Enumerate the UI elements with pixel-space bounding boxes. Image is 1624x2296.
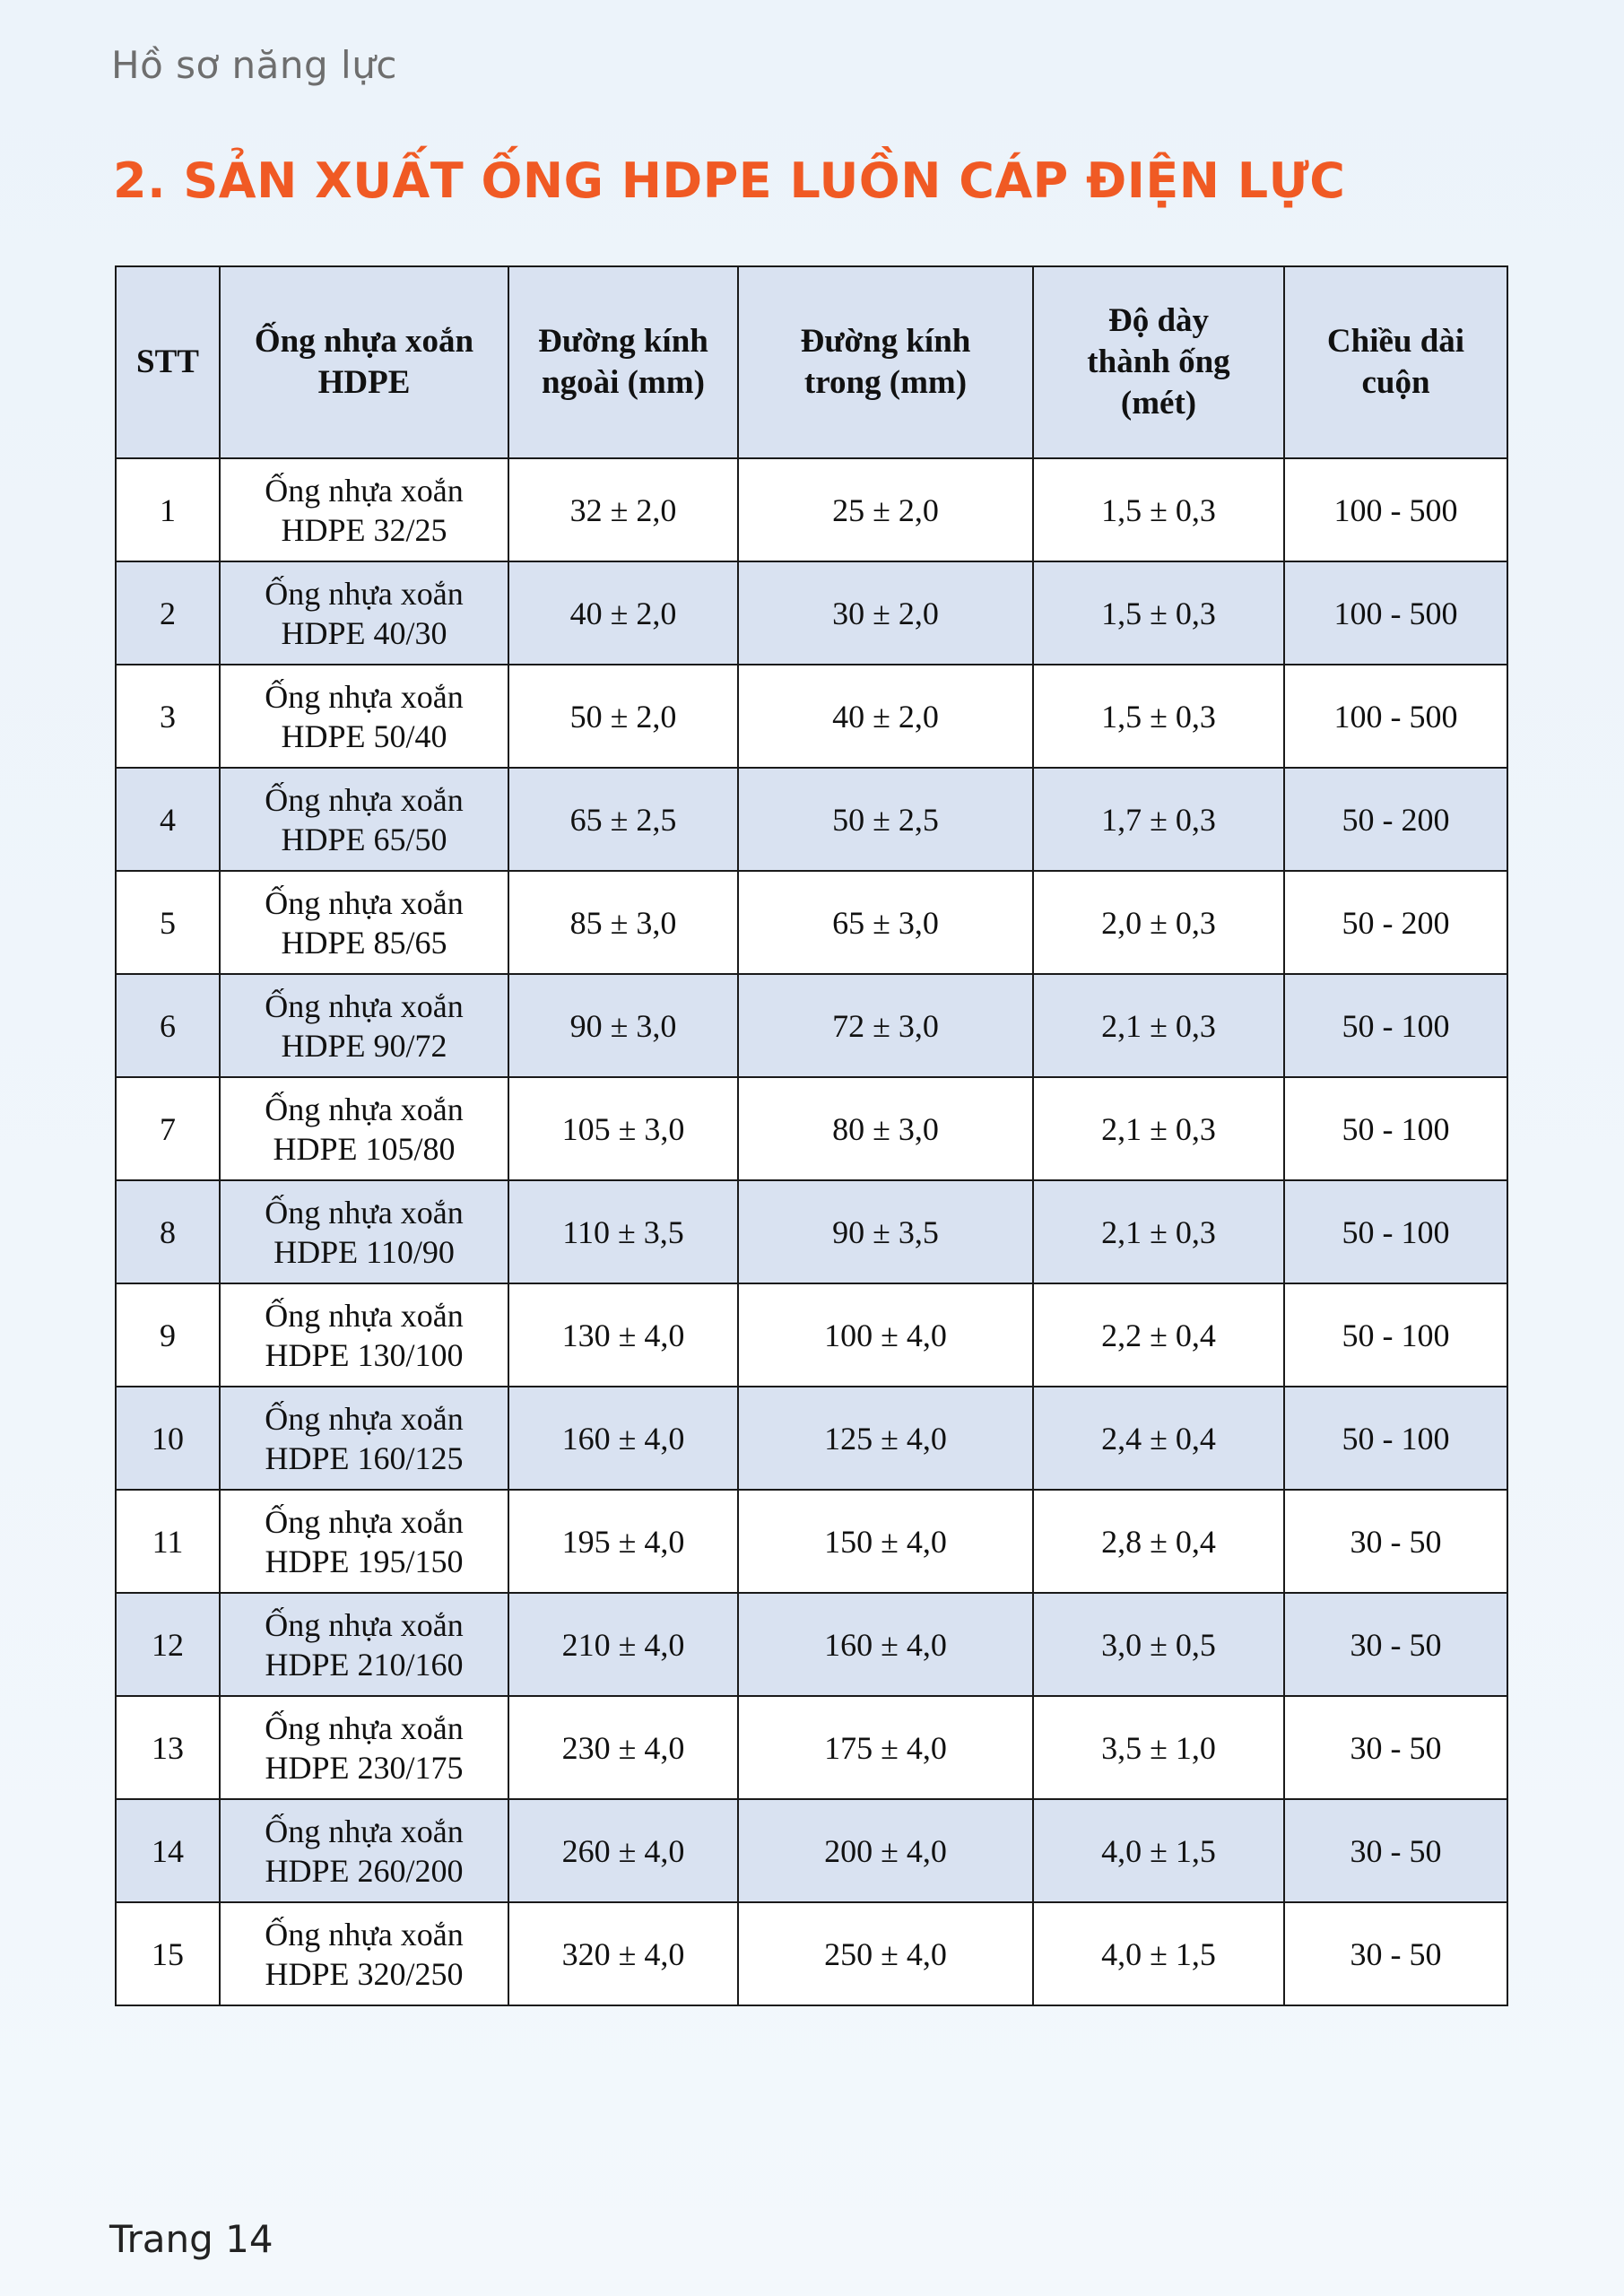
- cell-outer-diameter: 230 ± 4,0: [508, 1696, 738, 1799]
- cell-outer-diameter: 32 ± 2,0: [508, 458, 738, 561]
- cell-outer-diameter: 90 ± 3,0: [508, 974, 738, 1077]
- product-type-label: Ống nhựa xoắn: [265, 1709, 464, 1746]
- cell-product-name: [220, 561, 508, 665]
- cell-wall-thickness: 2,4 ± 0,4: [1033, 1387, 1284, 1490]
- table-row: [116, 1180, 1507, 1283]
- cell-outer-diameter: 110 ± 3,5: [508, 1180, 738, 1283]
- cell-stt: 8: [116, 1180, 220, 1283]
- table-row: [116, 1593, 1507, 1696]
- cell-coil-length: 100 - 500: [1284, 665, 1507, 768]
- table-row: [116, 1902, 1507, 2005]
- product-type-label: Ống nhựa xoắn: [265, 781, 464, 818]
- cell-coil-length: 50 - 100: [1284, 974, 1507, 1077]
- product-type-label: Ống nhựa xoắn: [265, 472, 464, 509]
- cell-product-name: [220, 768, 508, 871]
- cell-outer-diameter: 320 ± 4,0: [508, 1902, 738, 2005]
- cell-stt: 5: [116, 871, 220, 974]
- cell-product-name: [220, 665, 508, 768]
- cell-product-name: [220, 1283, 508, 1387]
- cell-inner-diameter: 40 ± 2,0: [738, 665, 1033, 768]
- product-model-label: HDPE 160/125: [265, 1439, 464, 1476]
- cell-coil-length: 50 - 100: [1284, 1387, 1507, 1490]
- table-row: [116, 768, 1507, 871]
- table-row: [116, 1387, 1507, 1490]
- table-row: [116, 1077, 1507, 1180]
- cell-product-name: [220, 1593, 508, 1696]
- cell-stt: 1: [116, 458, 220, 561]
- cell-wall-thickness: 2,1 ± 0,3: [1033, 974, 1284, 1077]
- cell-coil-length: 50 - 100: [1284, 1180, 1507, 1283]
- cell-coil-length: 30 - 50: [1284, 1490, 1507, 1593]
- product-model-label: HDPE 230/175: [265, 1749, 464, 1786]
- cell-inner-diameter: 100 ± 4,0: [738, 1283, 1033, 1387]
- product-type-label: Ống nhựa xoắn: [265, 1606, 464, 1643]
- cell-coil-length: 30 - 50: [1284, 1696, 1507, 1799]
- product-type-label: Ống nhựa xoắn: [265, 1194, 464, 1231]
- table-header-row: [116, 266, 1507, 458]
- cell-stt: 3: [116, 665, 220, 768]
- product-type-label: Ống nhựa xoắn: [265, 1297, 464, 1334]
- product-model-label: HDPE 130/100: [265, 1336, 464, 1373]
- cell-product-name: [220, 1902, 508, 2005]
- cell-product-name: [220, 871, 508, 974]
- product-model-label: HDPE 32/25: [281, 511, 447, 548]
- product-type-label: Ống nhựa xoắn: [265, 1916, 464, 1952]
- cell-wall-thickness: 4,0 ± 1,5: [1033, 1902, 1284, 2005]
- cell-wall-thickness: 3,0 ± 0,5: [1033, 1593, 1284, 1696]
- cell-stt: 13: [116, 1696, 220, 1799]
- cell-inner-diameter: 80 ± 3,0: [738, 1077, 1033, 1180]
- product-model-label: HDPE 50/40: [281, 718, 447, 754]
- cell-product-name: [220, 1490, 508, 1593]
- cell-wall-thickness: 3,5 ± 1,0: [1033, 1696, 1284, 1799]
- cell-product-name: [220, 1077, 508, 1180]
- cell-coil-length: 100 - 500: [1284, 561, 1507, 665]
- cell-outer-diameter: 50 ± 2,0: [508, 665, 738, 768]
- cell-outer-diameter: 85 ± 3,0: [508, 871, 738, 974]
- product-model-label: HDPE 85/65: [281, 924, 447, 961]
- cell-inner-diameter: 90 ± 3,5: [738, 1180, 1033, 1283]
- cell-inner-diameter: 50 ± 2,5: [738, 768, 1033, 871]
- product-type-label: Ống nhựa xoắn: [265, 1400, 464, 1437]
- cell-product-name: [220, 1696, 508, 1799]
- cell-stt: 9: [116, 1283, 220, 1387]
- cell-inner-diameter: 250 ± 4,0: [738, 1902, 1033, 2005]
- cell-wall-thickness: 2,1 ± 0,3: [1033, 1077, 1284, 1180]
- table-row: [116, 871, 1507, 974]
- column-header-product-label: Ống nhựa xoắn HDPE: [254, 323, 474, 401]
- cell-product-name: [220, 458, 508, 561]
- cell-stt: 11: [116, 1490, 220, 1593]
- cell-coil-length: 50 - 100: [1284, 1077, 1507, 1180]
- cell-inner-diameter: 160 ± 4,0: [738, 1593, 1033, 1696]
- document-running-title: Hồ sơ năng lực: [111, 43, 397, 87]
- table-row: [116, 1696, 1507, 1799]
- cell-coil-length: 30 - 50: [1284, 1799, 1507, 1902]
- product-type-label: Ống nhựa xoắn: [265, 1091, 464, 1127]
- cell-outer-diameter: 105 ± 3,0: [508, 1077, 738, 1180]
- cell-inner-diameter: 200 ± 4,0: [738, 1799, 1033, 1902]
- cell-inner-diameter: 65 ± 3,0: [738, 871, 1033, 974]
- cell-outer-diameter: 40 ± 2,0: [508, 561, 738, 665]
- cell-outer-diameter: 195 ± 4,0: [508, 1490, 738, 1593]
- cell-wall-thickness: 4,0 ± 1,5: [1033, 1799, 1284, 1902]
- column-header-product: [220, 266, 508, 458]
- cell-inner-diameter: 150 ± 4,0: [738, 1490, 1033, 1593]
- table-row: [116, 458, 1507, 561]
- cell-stt: 14: [116, 1799, 220, 1902]
- product-type-label: Ống nhựa xoắn: [265, 1503, 464, 1540]
- cell-coil-length: 50 - 100: [1284, 1283, 1507, 1387]
- table-row: [116, 1283, 1507, 1387]
- cell-stt: 2: [116, 561, 220, 665]
- product-model-label: HDPE 320/250: [265, 1955, 464, 1992]
- product-type-label: Ống nhựa xoắn: [265, 678, 464, 715]
- cell-outer-diameter: 210 ± 4,0: [508, 1593, 738, 1696]
- cell-outer-diameter: 65 ± 2,5: [508, 768, 738, 871]
- cell-product-name: [220, 974, 508, 1077]
- table-row: [116, 665, 1507, 768]
- hdpe-spec-table: [115, 265, 1508, 2006]
- cell-inner-diameter: 72 ± 3,0: [738, 974, 1033, 1077]
- cell-wall-thickness: 1,7 ± 0,3: [1033, 768, 1284, 871]
- cell-stt: 12: [116, 1593, 220, 1696]
- product-model-label: HDPE 90/72: [281, 1027, 447, 1064]
- cell-outer-diameter: 130 ± 4,0: [508, 1283, 738, 1387]
- column-header-coil-length: [1284, 266, 1507, 458]
- column-header-outer-diameter-label: Đường kính ngoài (mm): [538, 323, 708, 401]
- table-row: [116, 1799, 1507, 1902]
- product-type-label: Ống nhựa xoắn: [265, 1813, 464, 1849]
- cell-coil-length: 30 - 50: [1284, 1593, 1507, 1696]
- cell-stt: 10: [116, 1387, 220, 1490]
- product-type-label: Ống nhựa xoắn: [265, 884, 464, 921]
- cell-product-name: [220, 1799, 508, 1902]
- cell-wall-thickness: 2,2 ± 0,4: [1033, 1283, 1284, 1387]
- cell-outer-diameter: 160 ± 4,0: [508, 1387, 738, 1490]
- cell-wall-thickness: 2,0 ± 0,3: [1033, 871, 1284, 974]
- page-number: Trang 14: [109, 2217, 274, 2261]
- cell-inner-diameter: 125 ± 4,0: [738, 1387, 1033, 1490]
- cell-coil-length: 100 - 500: [1284, 458, 1507, 561]
- cell-stt: 15: [116, 1902, 220, 2005]
- product-model-label: HDPE 40/30: [281, 614, 447, 651]
- cell-coil-length: 30 - 50: [1284, 1902, 1507, 2005]
- column-header-inner-diameter: [738, 266, 1033, 458]
- cell-product-name: [220, 1387, 508, 1490]
- cell-inner-diameter: 30 ± 2,0: [738, 561, 1033, 665]
- product-model-label: HDPE 65/50: [281, 821, 447, 857]
- section-title: 2. SẢN XUẤT ỐNG HDPE LUỒN CÁP ĐIỆN LỰC: [113, 152, 1346, 209]
- cell-wall-thickness: 1,5 ± 0,3: [1033, 665, 1284, 768]
- product-type-label: Ống nhựa xoắn: [265, 575, 464, 612]
- column-header-wall-thickness-label: Độ dày thành ống (mét): [1087, 302, 1230, 422]
- cell-wall-thickness: 1,5 ± 0,3: [1033, 458, 1284, 561]
- product-model-label: HDPE 110/90: [274, 1233, 455, 1270]
- cell-outer-diameter: 260 ± 4,0: [508, 1799, 738, 1902]
- table-row: [116, 974, 1507, 1077]
- column-header-outer-diameter: [508, 266, 738, 458]
- cell-wall-thickness: 2,8 ± 0,4: [1033, 1490, 1284, 1593]
- cell-coil-length: 50 - 200: [1284, 871, 1507, 974]
- cell-stt: 4: [116, 768, 220, 871]
- cell-inner-diameter: 175 ± 4,0: [738, 1696, 1033, 1799]
- column-header-wall-thickness: [1033, 266, 1284, 458]
- column-header-stt: STT: [116, 266, 220, 458]
- product-type-label: Ống nhựa xoắn: [265, 987, 464, 1024]
- cell-stt: 7: [116, 1077, 220, 1180]
- column-header-inner-diameter-label: Đường kính trong (mm): [800, 323, 971, 401]
- cell-coil-length: 50 - 200: [1284, 768, 1507, 871]
- cell-wall-thickness: 1,5 ± 0,3: [1033, 561, 1284, 665]
- cell-inner-diameter: 25 ± 2,0: [738, 458, 1033, 561]
- cell-product-name: [220, 1180, 508, 1283]
- cell-stt: 6: [116, 974, 220, 1077]
- table-row: [116, 1490, 1507, 1593]
- product-model-label: HDPE 195/150: [265, 1543, 464, 1579]
- table-row: [116, 561, 1507, 665]
- cell-wall-thickness: 2,1 ± 0,3: [1033, 1180, 1284, 1283]
- product-model-label: HDPE 105/80: [273, 1130, 456, 1167]
- column-header-coil-length-label: Chiều dài cuộn: [1326, 323, 1465, 401]
- product-model-label: HDPE 210/160: [265, 1646, 464, 1683]
- product-model-label: HDPE 260/200: [265, 1852, 464, 1889]
